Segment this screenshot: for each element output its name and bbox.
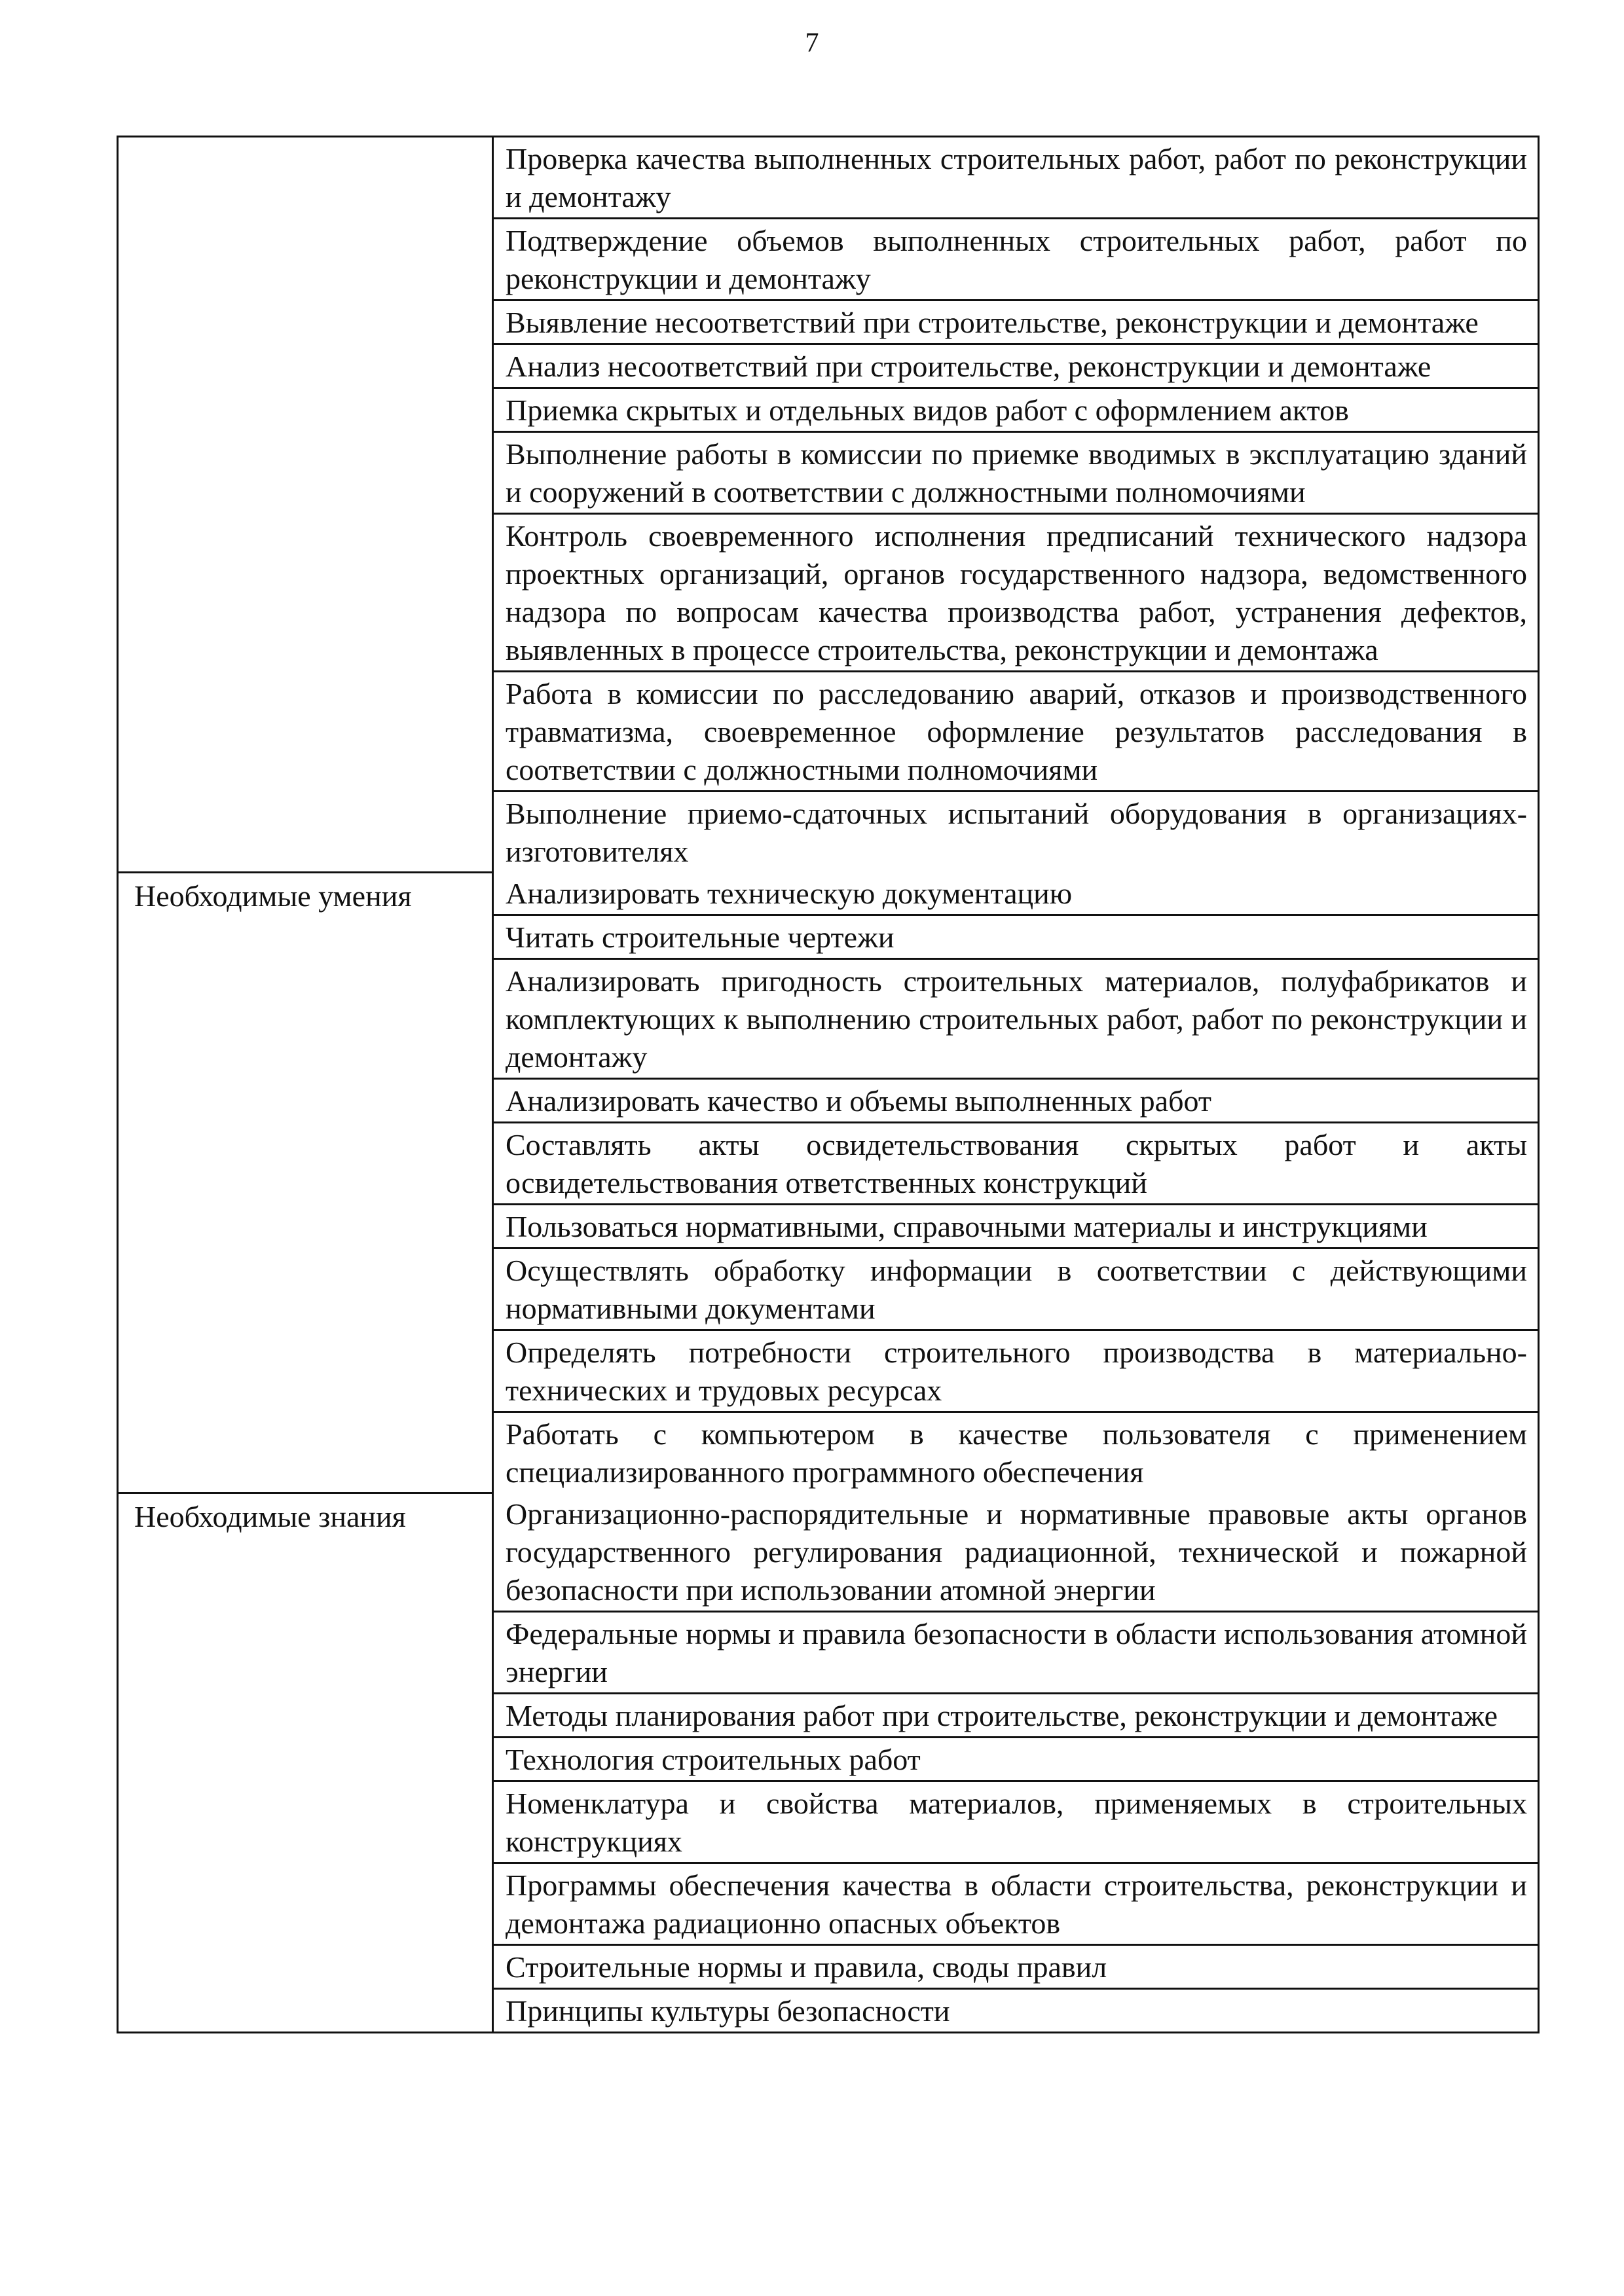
requirement-item: Организационно-распорядительные и нормативные правовые акты органов государственного регулирования радиационной, технической и пожарной безопасности при использовании атомной энергии: [493, 1493, 1539, 1612]
requirement-item: Федеральные нормы и правила безопасности в области использования атомной энергии: [493, 1612, 1539, 1694]
requirement-item: Анализ несоответствий при строительстве, реконструкции и демонтаже: [493, 344, 1539, 388]
requirement-item: Работа в комиссии по расследованию аварий, отказов и производственного травматизма, своевременное оформление результатов расследования в соответствии с должностными полномочиями: [493, 672, 1539, 792]
requirement-item: Анализировать качество и объемы выполненных работ: [493, 1079, 1539, 1123]
table-row: [118, 872, 1539, 915]
requirement-item: Составлять акты освидетельствования скрытых работ и акты освидетельствования ответственных конструкций: [493, 1123, 1539, 1205]
requirement-item: Пользоваться нормативными, справочными материалы и инструкциями: [493, 1205, 1539, 1248]
requirement-item: Определять потребности строительного производства в материально-технических и трудовых ресурсах: [493, 1330, 1539, 1412]
requirement-item: Работать с компьютером в качестве пользователя с применением специализированного программного обеспечения: [506, 1417, 1527, 1489]
section-label: Необходимые знания: [118, 1493, 493, 2033]
requirement-item: Подтверждение объемов выполненных строительных работ, работ по реконструкции и демонтажу: [493, 219, 1539, 301]
requirement-item: Выполнение приемо-сдаточных испытаний оборудования в организациях-изготовителях: [506, 797, 1527, 868]
requirement-item: Выявление несоответствий при строительстве, реконструкции и демонтаже: [493, 301, 1539, 344]
requirement-item: Осуществлять обработку информации в соответствии с действующими нормативными документами: [493, 1248, 1539, 1330]
requirement-item: Принципы культуры безопасности: [506, 1994, 950, 2028]
table-section: [118, 1493, 1539, 2033]
requirement-item: Выполнение работы в комиссии по приемке вводимых в эксплуатацию зданий и сооружений в соответствии с должностными полномочиями: [493, 432, 1539, 514]
requirement-item: Проверка качества выполненных строительных работ, работ по реконструкции и демонтажу: [493, 137, 1539, 219]
requirement-item: Читать строительные чертежи: [493, 915, 1539, 959]
requirement-item: Строительные нормы и правила, своды правил: [493, 1945, 1539, 1989]
requirement-item: Номенклатура и свойства материалов, применяемых в строительных конструкциях: [493, 1781, 1539, 1863]
section-label: [118, 137, 493, 873]
requirement-item: Анализировать пригодность строительных материалов, полуфабрикатов и комплектующих к выполнению строительных работ, работ по реконструкции и демонтажу: [493, 959, 1539, 1079]
table-row: [118, 137, 1539, 219]
requirement-item: Приемка скрытых и отдельных видов работ с оформлением актов: [493, 388, 1539, 432]
table-row: [118, 1493, 1539, 1612]
requirement-item: Методы планирования работ при строительстве, реконструкции и демонтаже: [493, 1694, 1539, 1738]
table-section: [118, 872, 1539, 1493]
table-section: [118, 137, 1539, 873]
requirement-item: Программы обеспечения качества в области строительства, реконструкции и демонтажа радиационно опасных объектов: [493, 1863, 1539, 1945]
requirement-item: Контроль своевременного исполнения предписаний технического надзора проектных организаций, органов государственного надзора, ведомственного надзора по вопросам качества производства работ, устранения дефектов, выявленных в процессе строительства, реконструкции и демонтажа: [493, 514, 1539, 672]
requirements-table: [117, 136, 1540, 2033]
requirement-item: Анализировать техническую документацию: [493, 872, 1539, 915]
page-number: 7: [805, 28, 819, 58]
requirement-item: Технология строительных работ: [493, 1738, 1539, 1781]
section-label: Необходимые умения: [118, 872, 493, 1493]
